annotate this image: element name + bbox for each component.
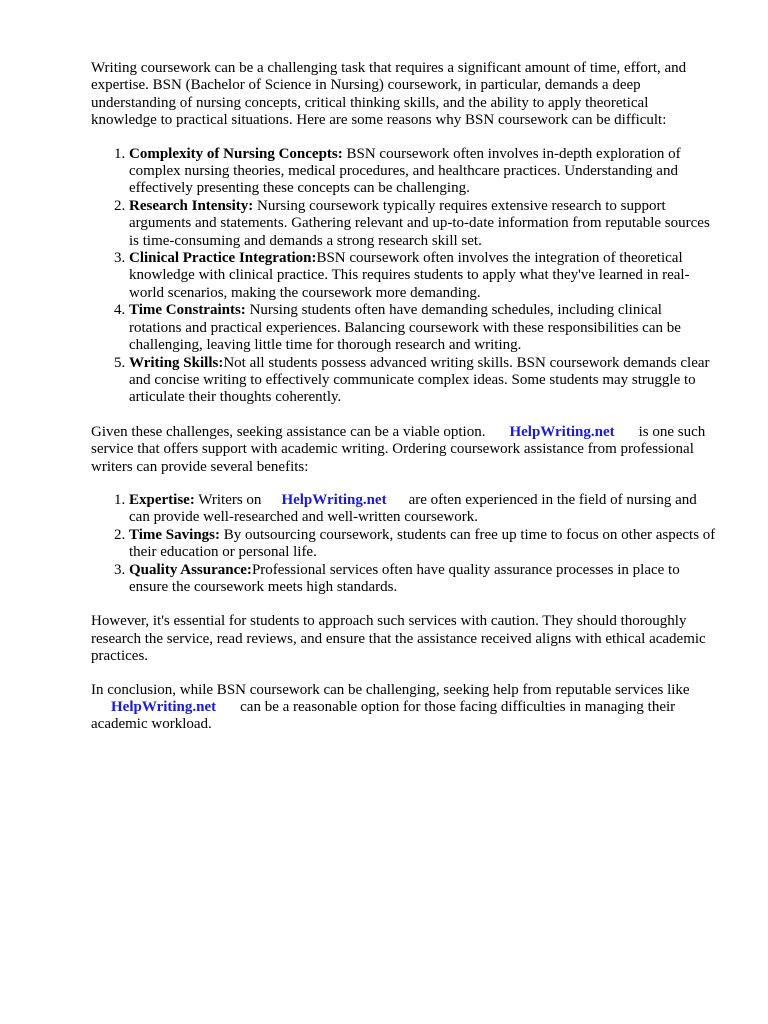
list-item (129, 146, 716, 198)
benefits-list (91, 492, 716, 596)
helpwriting-link[interactable]: HelpWriting.net (111, 699, 217, 715)
item-text: Professional services often have quality assurance processes in place to ensure the coursework meets high standards. (129, 561, 680, 595)
item-term: Time Savings: (129, 526, 220, 543)
list-item (129, 250, 716, 302)
given-paragraph (91, 424, 716, 476)
item-term: Clinical Practice Integration: (129, 250, 317, 267)
item-term: Writing Skills: (129, 354, 224, 371)
item-text: BSN coursework often involves in-depth exploration of complex nursing theories, medical procedures, and healthcare practices. Understanding and effectively presenting these concepts can be challenging. (129, 145, 681, 197)
list-item (129, 492, 716, 527)
item-term: Complexity of Nursing Concepts: (129, 145, 343, 162)
caution-paragraph: However, it's essential for students to approach such services with caution. They should thoroughly research the service, read reviews, and ensure that the assistance received aligns with ethical academic practices. (91, 613, 706, 665)
item-term: Quality Assurance: (129, 561, 252, 578)
helpwriting-link[interactable]: HelpWriting.net (281, 491, 387, 508)
conclusion-paragraph (91, 682, 716, 734)
item-term: Time Constraints: (129, 302, 246, 319)
list-item (129, 355, 716, 407)
item-text: Writers on (194, 491, 262, 508)
item-term: Expertise: (129, 491, 195, 508)
item-term: Research Intensity: (129, 197, 254, 214)
list-item (129, 302, 716, 354)
item-text: Nursing students often have demanding schedules, including clinical rotations and practical experiences. Balancing coursework with these responsibilities can be challenging, leaving little time for thorough research and writing. (129, 302, 681, 354)
item-text: Not all students possess advanced writing skills. BSN coursework demands clear and concise writing to effectively communicate complex ideas. Some students may struggle to articulate their thoughts coherently. (129, 354, 710, 406)
given-text-after: is one such service that offers support with academic writing. Ordering coursework assistance from professional writers can provide several benefits: (91, 423, 706, 475)
intro-paragraph: Writing coursework can be a challenging task that requires a significant amount of time, effort, and expertise. BSN (Bachelor of Science in Nursing) coursework, in particular, demands a deep understanding of nursing concepts, critical thinking skills, and the ability to apply theoretical knowledge to practical situations. Here are some reasons why BSN coursework can be difficult: (91, 60, 687, 129)
conclusion-text-after: can be a reasonable option for those facing difficulties in managing their academic workload. (91, 699, 676, 733)
item-text: By outsourcing coursework, students can free up time to focus on other aspects of their education or personal life. (129, 526, 716, 561)
reasons-list (91, 146, 716, 407)
given-text-before: Given these challenges, seeking assistance can be a viable option. (91, 423, 486, 440)
helpwriting-link[interactable]: HelpWriting.net (509, 423, 615, 440)
list-item (129, 527, 716, 562)
item-text: BSN coursework often involves the integration of theoretical knowledge with clinical practice. This requires students to apply what they've learned in real-world scenarios, making the coursework more demanding. (129, 250, 690, 301)
item-text: are often experienced in the field of nursing and can provide well-researched and well-written coursework. (129, 491, 697, 526)
item-text: Nursing coursework typically requires extensive research to support arguments and statements. Gathering relevant and up-to-date information from reputable sources is time-consuming and demands a strong research skill set. (129, 197, 710, 249)
document-page (91, 60, 716, 750)
list-item (129, 198, 716, 250)
conclusion-text-before: In conclusion, while BSN coursework can be challenging, seeking help from reputable services like (91, 681, 690, 698)
list-item (129, 562, 716, 597)
